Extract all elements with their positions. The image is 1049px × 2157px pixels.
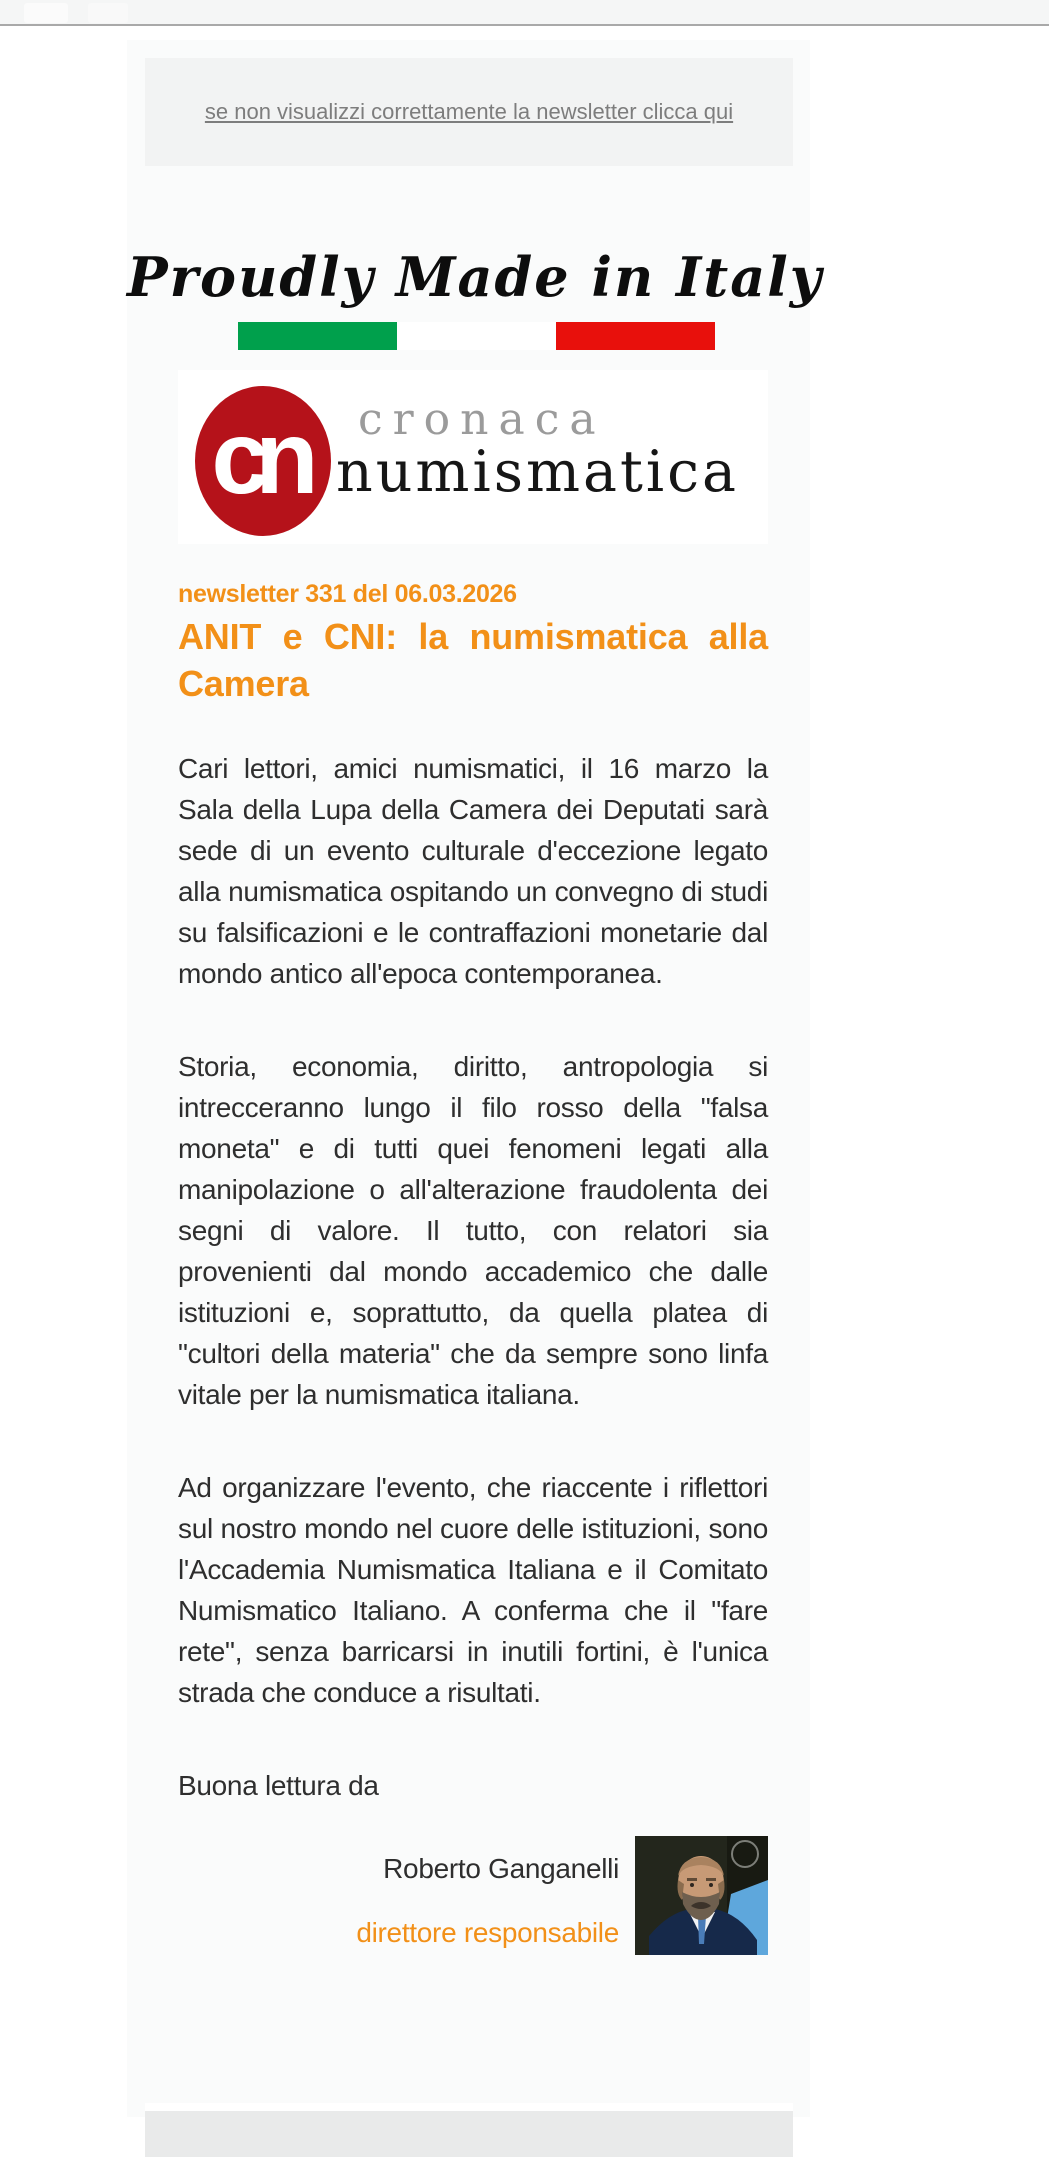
logo-wordmark	[336, 394, 740, 505]
article-body	[178, 748, 768, 1955]
signature-block	[178, 1836, 768, 1955]
made-in-italy-tagline: Proudly Made in Italy	[127, 245, 824, 309]
italy-flag-white	[397, 322, 556, 350]
newsletter-issue-line: newsletter 331 del 06.03.2026	[178, 580, 517, 608]
cronaca-numismatica-logo[interactable]	[178, 370, 768, 544]
browser-top-bar	[0, 0, 1049, 26]
view-online-box	[145, 58, 793, 166]
browser-tab-hint	[24, 3, 68, 23]
cn-monogram-oval	[195, 386, 331, 536]
roberto-ganganelli-photo	[635, 1836, 768, 1955]
logo-word-cronaca: cronaca	[358, 394, 606, 445]
italy-flag-bar	[238, 322, 715, 350]
article-title: ANIT e CNI: la numismatica alla Camera	[178, 616, 768, 704]
footer-spacer	[145, 2103, 793, 2111]
article-paragraph: Cari lettori, amici numismatici, il 16 marzo la Sala della Lupa della Camera dei Deputati sarà sede di un evento culturale d'eccezione legato alla numismatica ospitando un convegno di studi su falsificazioni e le contraffazioni monetarie dal mondo antico all'epoca contemporanea.	[178, 753, 768, 989]
italy-flag-red	[556, 322, 715, 350]
signature-text	[356, 1836, 619, 1953]
signature-name: Roberto Ganganelli	[383, 1853, 619, 1884]
view-online-link[interactable]: se non visualizzi correttamente la newsletter clicca qui	[204, 99, 734, 124]
closing-line: Buona lettura da	[178, 1770, 379, 1801]
cn-monogram: cn	[211, 400, 305, 516]
article-paragraph: Storia, economia, diritto, antropologia si intrecceranno lungo il filo rosso della "falsa moneta" e di tutti quei fenomeni legati alla manipolazione o all'alterazione fraudolenta dei segni di valore. Il tutto, con relatori sia provenienti dal mondo accademico che dalle istituzioni e, soprattutto, da quella platea di "cultori della materia" che da sempre sono linfa vitale per la numismatica italiana.	[178, 1051, 768, 1410]
footer-box-top	[145, 2111, 793, 2157]
italy-flag-green	[238, 322, 397, 350]
article-paragraph: Ad organizzare l'evento, che riaccente i riflettori sul nostro mondo nel cuore delle istituzioni, sono l'Accademia Numismatica Italiana e il Comitato Numismatico Italiano. A conferma che il "fare rete", senza barricarsi in inutili fortini, è l'unica strada che conduce a risultati.	[178, 1472, 768, 1708]
newsletter-column	[127, 40, 824, 2117]
logo-word-numismatica: numismatica	[336, 439, 740, 505]
browser-tab-hint	[88, 3, 128, 23]
signature-role: direttore responsabile	[356, 1917, 619, 1948]
